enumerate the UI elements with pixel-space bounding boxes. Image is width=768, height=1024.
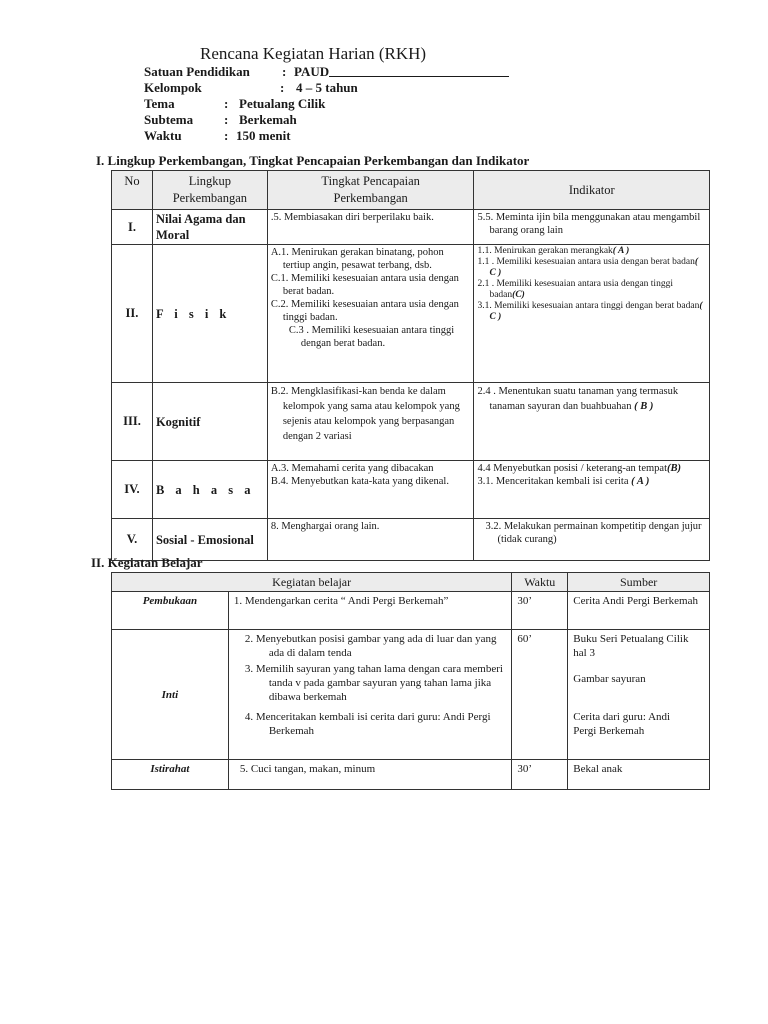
header-lingkup: Lingkup Perkembangan	[152, 171, 267, 210]
header-sumber: Sumber	[568, 573, 710, 592]
row-indikator: 3.2. Melakukan permainan kompetitip dengan jujur (tidak curang)	[474, 519, 710, 561]
row-number: II.	[112, 245, 153, 383]
row-lingkup: Nilai Agama dan Moral	[152, 210, 267, 245]
phase-label: Inti	[112, 630, 229, 760]
row-indikator: 1.1. Menirukan gerakan merangkak( A ) 1.1 . Memiliki kesesuaian antara usia dengan berat badan( C ) 2.1 . Memiliki kesesuaian antara usia dengan tinggi badan(C) 3.1. Memiliki kesesuaian antara tinggi dengan berat badan( C )	[474, 245, 710, 383]
meta-label: Tema	[144, 96, 175, 111]
page-title: Rencana Kegiatan Harian (RKH)	[200, 44, 427, 63]
row-indikator: 4.4 Menyebutkan posisi / keterang-an tempat(B) 3.1. Menceritakan kembali isi cerita ( A )	[474, 461, 710, 519]
activity-cell: 1. Mendengarkan cerita “ Andi Pergi Berkemah”	[228, 592, 511, 630]
identity-block	[144, 64, 509, 144]
section-heading-kegiatan: II. Kegiatan Belajar	[91, 555, 203, 570]
table-row	[112, 383, 710, 461]
time-cell: 30’	[512, 592, 568, 630]
row-tingkat: B.2. Mengklasifikasi-kan benda ke dalam kelompok yang sama atau kelompok yang sejenis atau kelompok yang berpasangan dengan 2 variasi	[267, 383, 474, 461]
table-header-row	[112, 573, 710, 592]
activity-cell: 2. Menyebutkan posisi gambar yang ada di luar dan yang ada di dalam tenda 3. Memilih sayuran yang tahan lama dengan cara memberi tanda v pada gambar sayuran yang tahan lama jika dibawa berkemah 4. Menceritakan kembali isi cerita dari guru: Andi Pergi Berkemah	[228, 630, 511, 760]
row-number: IV.	[112, 461, 153, 519]
meta-value: 150 menit	[236, 128, 291, 143]
row-indikator: 2.4 . Menentukan suatu tanaman yang termasuk tanaman sayuran dan buahbuahan ( B )	[474, 383, 710, 461]
source-cell: Bekal anak	[568, 760, 710, 790]
time-cell: 30’	[512, 760, 568, 790]
section-heading-lingkup: I. Lingkup Perkembangan, Tingkat Pencapaian Perkembangan dan Indikator	[96, 153, 530, 168]
meta-value: PAUD	[294, 64, 330, 79]
table-row	[112, 592, 710, 630]
meta-row-kelompok	[144, 80, 509, 96]
blank-line	[329, 64, 509, 77]
activity-table	[111, 572, 710, 790]
meta-row-satuan	[144, 64, 509, 80]
row-tingkat: .5. Membiasakan diri berperilaku baik.	[267, 210, 474, 245]
row-number: I.	[112, 210, 153, 245]
meta-separator: :	[282, 64, 287, 79]
header-no: No	[112, 171, 153, 210]
source-cell: Cerita Andi Pergi Berkemah	[568, 592, 710, 630]
meta-label: Waktu	[144, 128, 182, 143]
table-row	[112, 630, 710, 760]
meta-row-tema	[144, 96, 509, 112]
table-row	[112, 461, 710, 519]
phase-label: Istirahat	[112, 760, 229, 790]
meta-value: 4 – 5 tahun	[296, 80, 358, 95]
meta-row-waktu	[144, 128, 509, 144]
phase-label: Pembukaan	[112, 592, 229, 630]
time-cell: 60’	[512, 630, 568, 760]
header-indikator: Indikator	[474, 171, 710, 210]
row-number: V.	[112, 519, 153, 561]
row-number: III.	[112, 383, 153, 461]
meta-separator: :	[224, 112, 229, 127]
row-lingkup: Sosial - Emosional	[152, 519, 267, 561]
meta-value: Berkemah	[239, 112, 297, 127]
development-table	[111, 170, 710, 561]
header-kegiatan: Kegiatan belajar	[112, 573, 512, 592]
row-tingkat: A.1. Menirukan gerakan binatang, pohon tertiup angin, pesawat terbang, dsb. C.1. Memiliki kesesuaian antara usia dengan berat badan. C.2. Memiliki kesesuaian antara usia dengan tinggi badan. C.3 . Memiliki kesesuaian antara tinggi dengan berat badan.	[267, 245, 474, 383]
table-row	[112, 210, 710, 245]
row-lingkup: Kognitif	[152, 383, 267, 461]
table-row	[112, 245, 710, 383]
meta-label: Subtema	[144, 112, 194, 127]
table-row	[112, 760, 710, 790]
meta-value: Petualang Cilik	[239, 96, 326, 111]
meta-separator: :	[224, 96, 229, 111]
header-waktu: Waktu	[512, 573, 568, 592]
meta-separator: :	[280, 80, 285, 95]
meta-row-subtema	[144, 112, 509, 128]
table-header-row	[112, 171, 710, 210]
row-lingkup: F i s i k	[152, 245, 267, 383]
source-cell: Buku Seri Petualang Cilik hal 3 Gambar sayuran Cerita dari guru: Andi Pergi Berkemah	[568, 630, 710, 760]
meta-label: Satuan Pendidikan	[144, 64, 250, 79]
activity-cell: 5. Cuci tangan, makan, minum	[228, 760, 511, 790]
row-tingkat: A.3. Memahami cerita yang dibacakan B.4. Menyebutkan kata-kata yang dikenal.	[267, 461, 474, 519]
row-tingkat: 8. Menghargai orang lain.	[267, 519, 474, 561]
header-tingkat: Tingkat Pencapaian Perkembangan	[267, 171, 474, 210]
row-lingkup: B a h a s a	[152, 461, 267, 519]
meta-label: Kelompok	[144, 80, 202, 95]
row-indikator: 5.5. Meminta ijin bila menggunakan atau mengambil barang orang lain	[474, 210, 710, 245]
meta-separator: :	[224, 128, 229, 143]
